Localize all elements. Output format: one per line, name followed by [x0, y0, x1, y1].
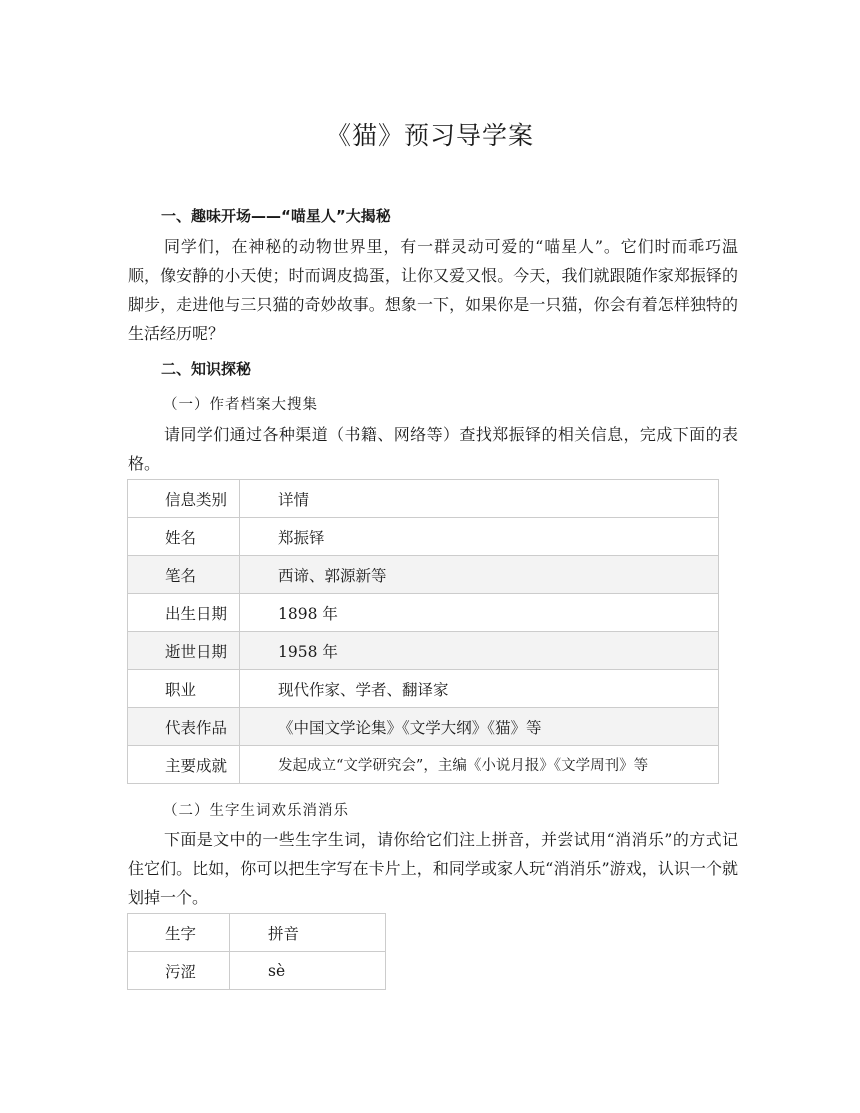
table-cell-value: 1898 年: [240, 594, 719, 632]
table-row: [128, 708, 719, 746]
table-cell-label: 出生日期: [128, 594, 240, 632]
author-info-table: [127, 479, 719, 784]
intro-paragraph: 同学们，在神秘的动物世界里，有一群灵动可爱的“喵星人”。它们时而乖巧温顺，像安静的小天使；时而调皮捣蛋，让你又爱又恨。今天，我们就跟随作家郑振铎的脚步，走进他与三只猫的奇妙故事。想象一下，如果你是一只猫，你会有着怎样独特的生活经历呢？: [128, 237, 738, 343]
vocabulary-table: [127, 913, 386, 990]
table-cell-value: 现代作家、学者、翻译家: [240, 670, 719, 708]
page-title: 《猫》预习导学案: [325, 121, 534, 150]
table-cell-value: 1958 年: [240, 632, 719, 670]
table-row: [128, 632, 719, 670]
table-header-row: [128, 480, 719, 518]
table-header-cell: 拼音: [230, 914, 386, 952]
vocabulary-instruction-paragraph: 下面是文中的一些生字生词，请你给它们注上拼音，并尝试用“消消乐”的方式记住它们。比如，你可以把生字写在卡片上，和同学或家人玩“消消乐”游戏，认识一个就划掉一个。: [128, 830, 738, 907]
table-row: [128, 518, 719, 556]
section-heading-knowledge: 二、知识探秘: [161, 360, 252, 378]
table-cell-label: 主要成就: [128, 746, 240, 784]
table-header-cell: 详情: [240, 480, 719, 518]
section-heading-intro: 一、趣味开场——“喵星人”大揭秘: [161, 207, 391, 225]
table-cell-value: 郑振铎: [240, 518, 719, 556]
table-row: [128, 952, 386, 990]
table-cell-label: 逝世日期: [128, 632, 240, 670]
table-cell-label: 笔名: [128, 556, 240, 594]
table-cell-label: 职业: [128, 670, 240, 708]
author-instruction-paragraph: 请同学们通过各种渠道（书籍、网络等）查找郑振铎的相关信息，完成下面的表格。: [128, 425, 738, 473]
table-cell-label: 代表作品: [128, 708, 240, 746]
table-header-cell: 信息类别: [128, 480, 240, 518]
table-cell-label: 污涩: [128, 952, 230, 990]
table-cell-value: 西谛、郭源新等: [240, 556, 719, 594]
table-cell-label: 姓名: [128, 518, 240, 556]
table-cell-value: 《中国文学论集》《文学大纲》《猫》等: [240, 708, 719, 746]
subsection-heading-vocabulary: （二）生字生词欢乐消消乐: [163, 803, 349, 819]
table-row: [128, 594, 719, 632]
table-cell-value: 发起成立“文学研究会”，主编《小说月报》《文学周刊》等: [240, 746, 719, 784]
table-cell-value: sè: [230, 952, 386, 990]
table-row: [128, 670, 719, 708]
subsection-heading-author: （一）作者档案大搜集: [163, 397, 318, 413]
table-row: [128, 556, 719, 594]
table-header-cell: 生字: [128, 914, 230, 952]
table-row: [128, 746, 719, 784]
table-header-row: [128, 914, 386, 952]
